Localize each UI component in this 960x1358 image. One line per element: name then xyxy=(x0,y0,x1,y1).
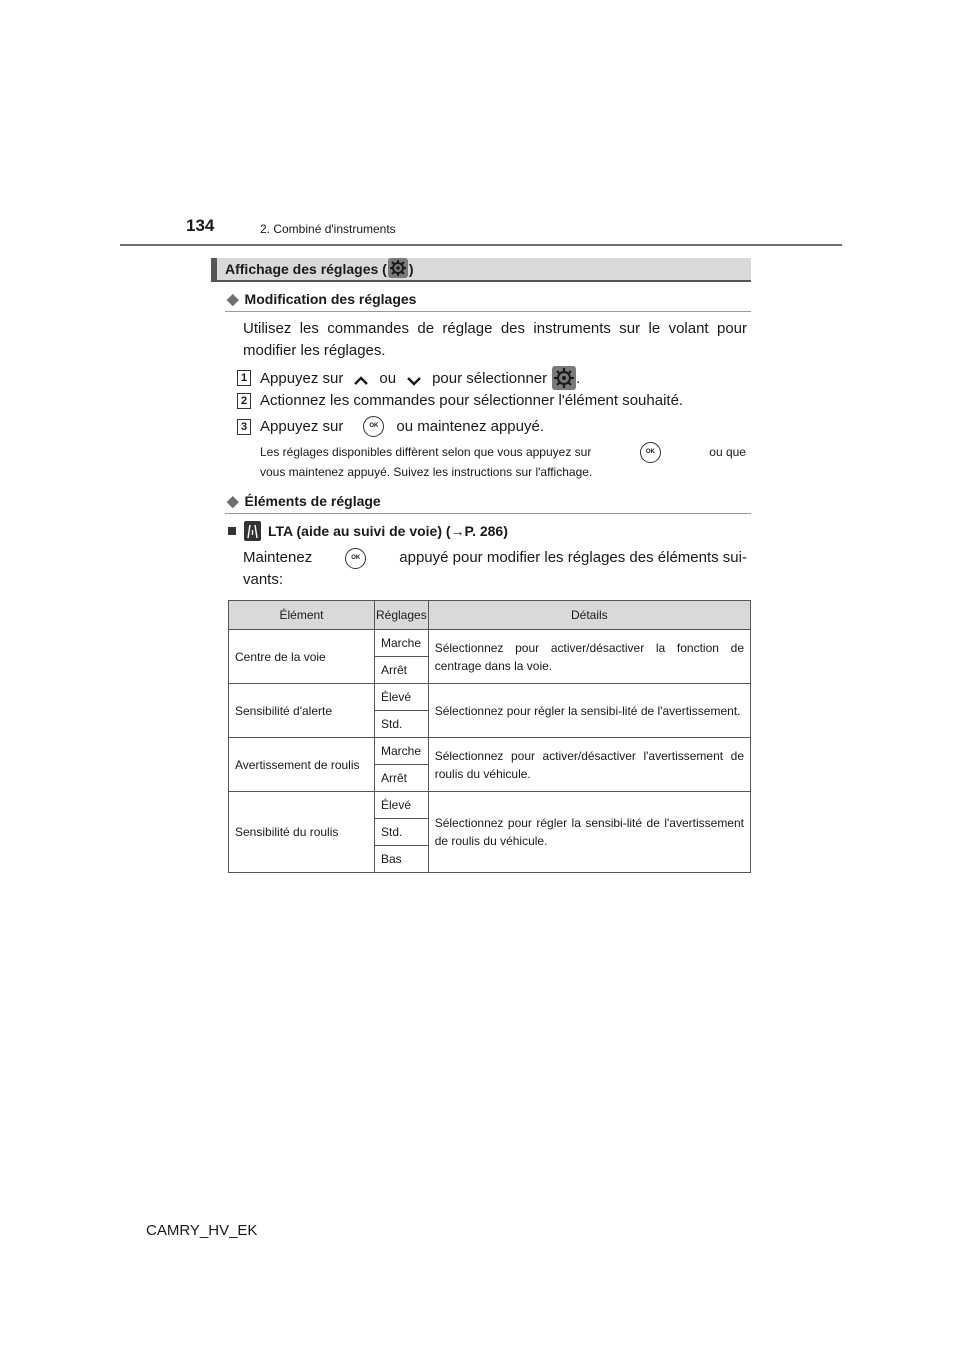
elements-rule xyxy=(225,513,751,514)
diamond-bullet-icon: ◆ xyxy=(227,493,239,510)
section-accent xyxy=(211,258,217,282)
step-3-text-b: ou maintenez appuyé. xyxy=(396,418,544,435)
note-text-c: vous maintenez appuyé. Suivez les instructions sur l'affichage. xyxy=(260,465,593,479)
column-header: Réglages xyxy=(375,601,429,630)
settings-gear-icon xyxy=(388,258,408,278)
header-divider xyxy=(120,244,842,246)
hold-text-a: Maintenez xyxy=(243,549,313,566)
footer-model: CAMRY_HV_EK xyxy=(146,1222,258,1239)
section-heading xyxy=(211,258,751,282)
note-text-a: Les réglages disponibles diffèrent selon que vous appuyez sur xyxy=(260,445,592,459)
lta-page-ref: P. 286) xyxy=(464,523,508,539)
step-1-text-b: ou xyxy=(379,369,397,387)
table-row xyxy=(229,630,751,657)
setting-cell: Arrêt xyxy=(375,657,429,684)
setting-cell: Bas xyxy=(375,846,429,873)
chevron-up-icon xyxy=(353,373,369,383)
setting-cell: Marche xyxy=(375,630,429,657)
step-1 xyxy=(237,366,580,390)
step-1-text-c: pour sélectionner xyxy=(432,369,548,387)
hold-instructions xyxy=(243,547,747,591)
table-row xyxy=(229,684,751,711)
note xyxy=(260,442,746,482)
details-cell: Sélectionnez pour activer/désactiver la fonction de centrage dans la voie. xyxy=(428,630,750,684)
modification-title: Modification des réglages xyxy=(244,291,417,307)
setting-cell: Élevé xyxy=(375,792,429,819)
details-cell: Sélectionnez pour activer/désactiver l'avertissement de roulis du véhicule. xyxy=(428,738,750,792)
ok-button-icon: OK xyxy=(363,416,384,437)
step-number: 2 xyxy=(237,393,251,409)
details-cell: Sélectionnez pour régler la sensibi-lité de l'avertissement. xyxy=(428,684,750,738)
section-title-start: Affichage des réglages ( xyxy=(225,261,387,277)
step-number: 1 xyxy=(237,370,251,386)
chapter-title: 2. Combiné d'instruments xyxy=(260,222,396,236)
note-text-b: ou que xyxy=(709,445,746,459)
table-header-row xyxy=(229,601,751,630)
elements-heading xyxy=(227,492,381,510)
lane-tracing-icon xyxy=(244,521,261,541)
ok-button-icon: OK xyxy=(640,442,661,463)
page-number: 134 xyxy=(186,216,215,235)
settings-table xyxy=(228,600,751,873)
element-cell: Sensibilité d'alerte xyxy=(229,684,375,738)
column-header: Détails xyxy=(428,601,750,630)
setting-cell: Std. xyxy=(375,819,429,846)
hold-text-c: vants: xyxy=(243,571,284,588)
hold-text-b: appuyé pour modifier les réglages des éléments sui- xyxy=(399,549,747,566)
chevron-down-icon xyxy=(406,373,422,383)
arrow-icon: → xyxy=(450,523,465,539)
table-row xyxy=(229,738,751,765)
setting-cell: Std. xyxy=(375,711,429,738)
modification-heading xyxy=(227,290,416,308)
ok-button-icon: OK xyxy=(345,548,366,569)
diamond-bullet-icon: ◆ xyxy=(227,291,239,308)
details-cell: Sélectionnez pour régler la sensibi-lité de l'avertissement de roulis du véhicule. xyxy=(428,792,750,873)
element-cell: Centre de la voie xyxy=(229,630,375,684)
lta-title: LTA (aide au suivi de voie) ( xyxy=(268,523,451,539)
step-1-text-a: Appuyez sur xyxy=(260,369,344,387)
setting-cell: Arrêt xyxy=(375,765,429,792)
step-2-text: Actionnez les commandes pour sélectionner l'élément souhaité. xyxy=(260,392,684,409)
step-3 xyxy=(237,416,544,437)
step-2 xyxy=(237,392,683,409)
step-3-text-a: Appuyez sur xyxy=(260,418,344,435)
setting-cell: Élevé xyxy=(375,684,429,711)
elements-title: Éléments de réglage xyxy=(244,493,381,509)
column-header: Élément xyxy=(229,601,375,630)
element-cell: Avertissement de roulis xyxy=(229,738,375,792)
section-title-end: ) xyxy=(408,261,414,277)
element-cell: Sensibilité du roulis xyxy=(229,792,375,873)
modification-rule xyxy=(225,311,751,312)
square-bullet-icon xyxy=(228,527,236,535)
step-number: 3 xyxy=(237,419,251,435)
setting-cell: Marche xyxy=(375,738,429,765)
table-row xyxy=(229,792,751,819)
modification-intro: Utilisez les commandes de réglage des instruments sur le volant pour modifier les réglages. xyxy=(243,320,747,359)
step-1-text-d: . xyxy=(576,369,581,387)
settings-gear-icon xyxy=(552,366,576,390)
lta-heading xyxy=(228,521,508,541)
